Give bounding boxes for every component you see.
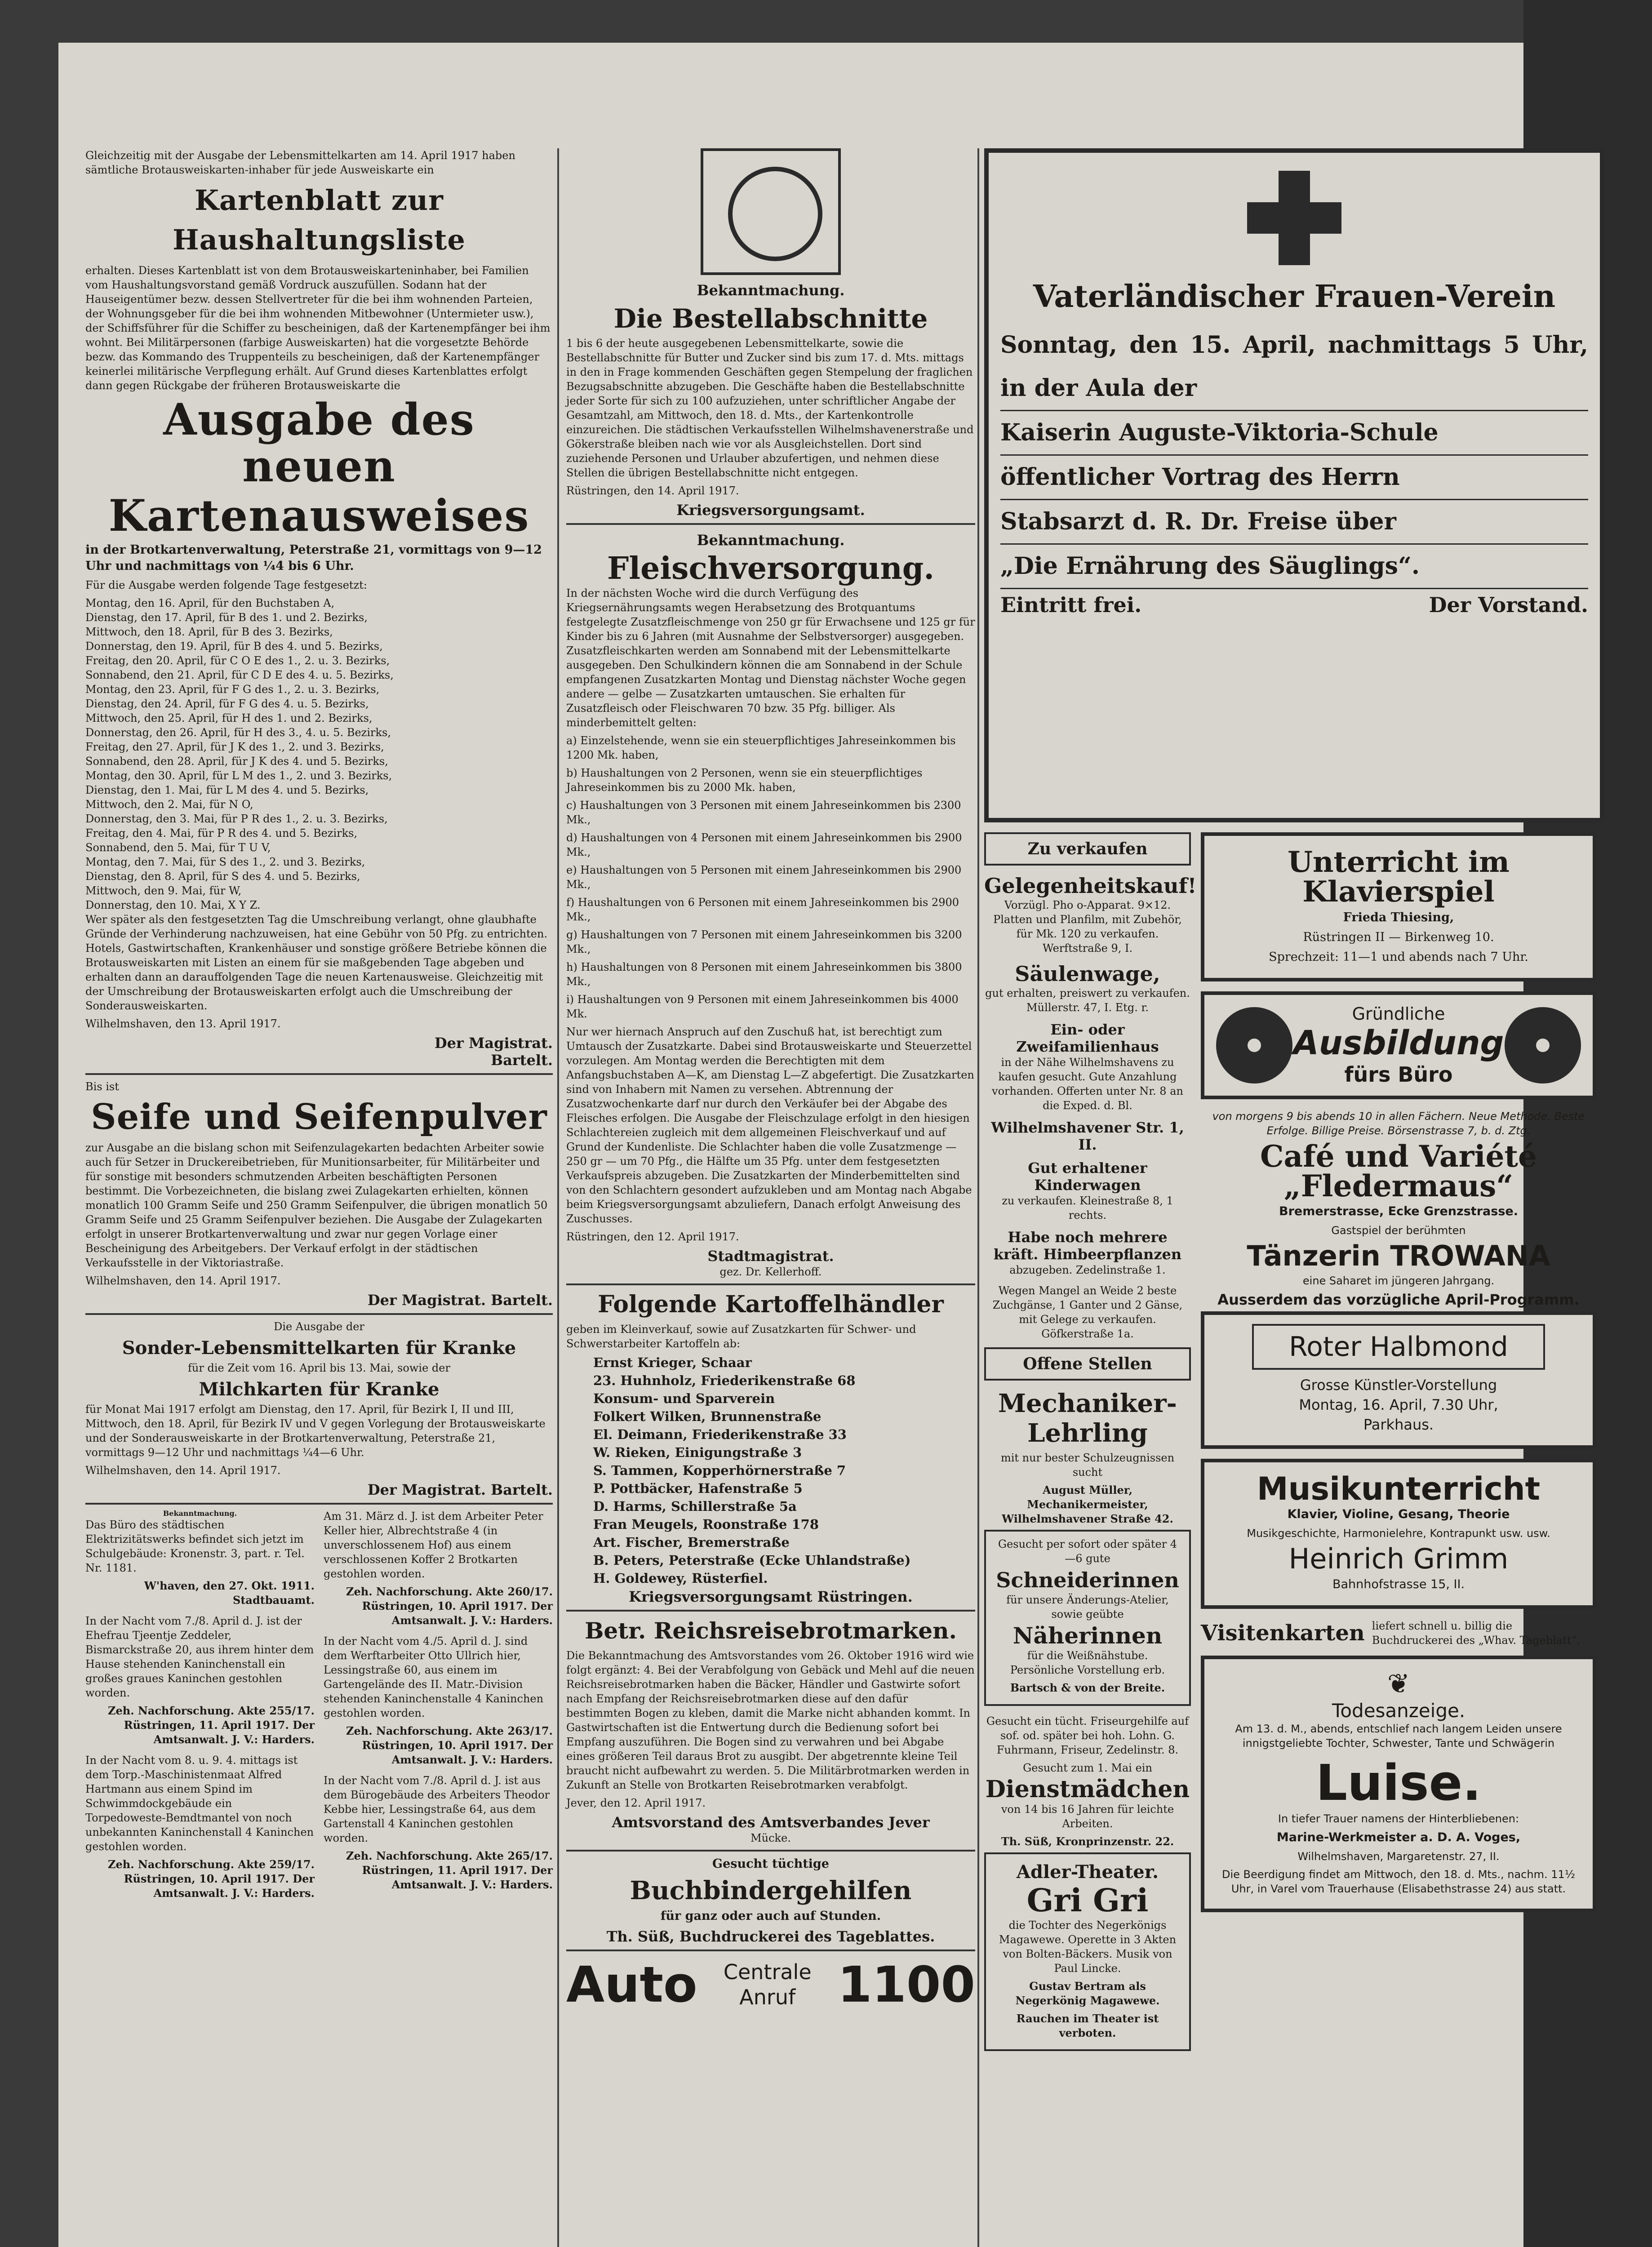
frauen-foot-left: Eintritt frei. bbox=[1000, 593, 1142, 617]
klavier-ad bbox=[1201, 832, 1596, 981]
todesanzeige-ad bbox=[1201, 1656, 1596, 1912]
klavier-addr: Rüstringen II — Birkenweg 10. bbox=[1303, 930, 1494, 944]
small-notice-title: Bekanntmachung. bbox=[163, 1509, 237, 1518]
sale-ad-head: Habe noch mehrere kräft. Himbeerpflanzen bbox=[993, 1229, 1182, 1263]
auto-centrale-label: Centrale bbox=[723, 1960, 812, 1984]
kartoffel-item: H. Goldewey, Rüsterfiel. bbox=[593, 1571, 768, 1586]
adler-body: die Tochter des Negerkönigs Magawewe. Operette in 3 Akten von Bolten-Bäckers. Musik von Paul Lincke. bbox=[999, 1919, 1177, 1975]
sale-ad bbox=[984, 1229, 1191, 1277]
sign-2: Der Magistrat. Bartelt. bbox=[367, 1292, 553, 1309]
buch-pre: Gesucht tüchtige bbox=[712, 1857, 829, 1871]
sale-ad bbox=[984, 1283, 1191, 1341]
small-notice-foot: Zeh. Nachforschung. Akte 265/17. Rüstringen, 11. April 1917. Der Amtsanwalt. J. V.: Harders. bbox=[346, 1849, 553, 1891]
small-notice-foot: W'haven, den 27. Okt. 1911. Stadtbauamt. bbox=[144, 1579, 315, 1607]
bek2-label: Bekanntmachung. bbox=[697, 532, 845, 549]
schedule-item: Sonnabend, den 28. April, für J K des 4. und 5. Bezirks, bbox=[85, 755, 388, 768]
schedule-item: Donnerstag, den 26. April, für H des 3., 4. u. 5. Bezirks, bbox=[85, 726, 391, 739]
heading-milch: Milchkarten für Kranke bbox=[199, 1379, 440, 1400]
klavier-name: Frieda Thiesing, bbox=[1343, 910, 1454, 924]
fleisch-body: In der nächsten Woche wird die durch Verfügung des Kriegsernährungsamts wegen Herabsetzung des Brotquantums festgelegte Zusatzfleischmenge von 250 gr für Erwachsene und 125 gr für Kinder bis zu 6 Jahren (mit Ausnahme der Selbstversorger) ausgegeben. Zusatzfleischkarten werden am Sonnabend mit der Lebensmittelkarte ausgegeben. Den Schulkindern können die am Sonnabend in der Schule empfangenen Zusatzkarten Montag und Dienstag nächster Woche gegen andere — gelbe — Zusatzkarten umtauschen. Sie erhalten für Zusatzfleisch oder Fleischwaren 70 bzw. 35 Pfg. billiger. Als minderbemittelt gelten: bbox=[566, 587, 975, 729]
kartoffel-item: D. Harms, Schillerstraße 5a bbox=[593, 1499, 797, 1514]
small-ads-column bbox=[984, 832, 1197, 2059]
sonder-mid: für die Zeit vom 16. April bis 13. Mai, sowie der bbox=[188, 1362, 450, 1374]
fleisch-item: a) Einzelstehende, wenn sie ein steuerpflichtiges Jahreseinkommen bis 1200 Mk. haben, bbox=[566, 734, 956, 761]
buero-text bbox=[1292, 1004, 1505, 1087]
naeher-sign: Bartsch & von der Breite. bbox=[1010, 1681, 1165, 1694]
small-notice-foot: Zeh. Nachforschung. Akte 259/17. Rüstringen, 10. April 1917. Der Amtsanwalt. J. V.: Harders. bbox=[107, 1858, 315, 1900]
halbmond-l1: Grosse Künstler-Vorstellung bbox=[1300, 1377, 1497, 1394]
small-notices bbox=[85, 1509, 553, 1907]
schedule-item: Sonnabend, den 21. April, für C D E des 4. u. 5. Bezirks, bbox=[85, 669, 394, 681]
adler-tail: Gustav Bertram als Negerkönig Magawewe. bbox=[1015, 1980, 1160, 2007]
fleisch-sign2: gez. Dr. Kellerhoff. bbox=[719, 1266, 822, 1278]
heading-buch: Buchbindergehilfen bbox=[630, 1876, 912, 1905]
heading-sonder: Sonder-Lebensmittelkarten für Kranke bbox=[122, 1337, 516, 1359]
divider bbox=[566, 1610, 975, 1612]
heading-schneider: Schneiderinnen bbox=[996, 1568, 1179, 1592]
auto-ad bbox=[566, 1956, 975, 2013]
small-notice-body: In der Nacht vom 4./5. April d. J. sind dem Werftarbeiter Otto Ullrich hier, Lessingstraße 60, aus einem im Gartengelände des II. Matr.-Division stehenden Kaninchenstalle 4 Kaninchen gestohlen worden. bbox=[324, 1635, 544, 1719]
fleisch-item: d) Haushaltungen von 4 Personen mit einem Jahreseinkommen bis 2900 Mk., bbox=[566, 831, 962, 858]
divider bbox=[566, 1283, 975, 1285]
sale-ad-head: Ein- oder Zweifamilienhaus bbox=[1016, 1021, 1159, 1055]
sign-magistrat: Der Magistrat. bbox=[434, 1035, 553, 1052]
small-notice bbox=[324, 1509, 553, 1628]
adler-title: Adler-Theater. bbox=[1016, 1861, 1159, 1883]
sale-ad-head: Säulenwage, bbox=[1015, 962, 1160, 986]
tod-sign: Marine-Werkmeister a. D. A. Voges, bbox=[1276, 1830, 1521, 1844]
klavier-title: Unterricht im Klavierspiel bbox=[1288, 845, 1510, 909]
buch-mid: für ganz oder auch auf Stunden. bbox=[660, 1909, 881, 1923]
frauen-foot-right: Der Vorstand. bbox=[1429, 593, 1588, 617]
sale-ad-head: Gelegenheitskauf! bbox=[984, 874, 1197, 898]
sign-3: Der Magistrat. Bartelt. bbox=[367, 1481, 553, 1498]
frauen-title: Vaterländischer Frauen-Verein bbox=[1033, 279, 1556, 315]
adler-foot: Rauchen im Theater ist verboten. bbox=[1016, 2012, 1159, 2039]
schneider-ad bbox=[984, 1530, 1191, 1706]
heading-kartenblatt: Kartenblatt zur Haushaltungsliste bbox=[173, 184, 466, 256]
buero-ad bbox=[1201, 991, 1596, 1099]
kartoffel-item: Fran Meugels, Roonstraße 178 bbox=[593, 1517, 819, 1532]
cafe-addr: Bremerstrasse, Ecke Grenzstrasse. bbox=[1279, 1204, 1518, 1218]
dienst-pre: Gesucht zum 1. Mai ein bbox=[1023, 1762, 1152, 1774]
small-notices-left bbox=[85, 1509, 315, 1907]
reise-sign2: Mücke. bbox=[751, 1832, 791, 1844]
buero-foot: von morgens 9 bis abends 10 in allen Fächern. Neue Methode. Beste Erfolge. Billige Preise. Börsenstrasse 7, b. d. Ztg. bbox=[1212, 1110, 1585, 1137]
fleisch-tail: Nur wer hiernach Anspruch auf den Zuschuß hat, ist berechtigt zum Umtausch der Zusatzkarte. Dabei sind Brotausweiskarte und Steuerzettel vorzulegen. Am Montag werden die Berechtigten mit dem Anfangsbuchstaben A—K, am Dienstag L—Z abgefertigt. Die Zusatzkarten sind von Inhabern mit Namen zu versehen. Abtrennung der Zusatzwochenkarte darf nur durch den Verkäufer bei der Abgabe des Fleisches erfolgen. Die Ausgabe der Fleischzulage erfolgt in den hiesigen Schlachtereien zugleich mit dem allgemeinen Fleischverkauf und auf Grund der Kundenliste. Die Schlachter haben die volle Zusatzmenge — 250 gr — um 70 Pfg., die Hälfte um 35 Pfg. unter dem festgesetzten Verkaufspreis abzugeben. Die Zusatzkarten der Minderbemittelten sind von den Schlachtern gesondert aufzukleben und am Montag nach Abgabe beim Kriegsversorgungsamt abzuliefern, Danach erfolgt Anweisung des Zuschusses. bbox=[566, 1026, 974, 1225]
visit-body: liefert schnell u. billig die Buchdruckerei des „Whav. Tageblatt“. bbox=[1372, 1620, 1581, 1647]
schneider-pre: Gesucht per sofort oder später 4—6 gute bbox=[998, 1538, 1177, 1565]
fleisch-date: Rüstringen, den 12. April 1917. bbox=[566, 1230, 739, 1243]
ausgabe-lead: in der Brotkartenverwaltung, Peterstraße 21, vormittags von 9—12 Uhr und nachmittags von ¼4 bis 6 Uhr. bbox=[85, 543, 542, 573]
sale-ad bbox=[984, 1119, 1191, 1153]
sale-ad-body: abzugeben. Zedelinstraße 1. bbox=[1009, 1264, 1166, 1276]
feather-icon: ❦ bbox=[1387, 1668, 1410, 1700]
column-rule bbox=[557, 148, 559, 2247]
musik-l1: Klavier, Violine, Gesang, Theorie bbox=[1287, 1507, 1510, 1521]
heading-bestell: Die Bestellabschnitte bbox=[613, 303, 928, 334]
small-notice bbox=[324, 1773, 553, 1892]
intro-text: Gleichzeitig mit der Ausgabe der Lebensmittelkarten am 14. April 1917 haben sämtliche Brotausweiskarten-inhaber für jede Ausweiskarte ein bbox=[85, 149, 515, 176]
kartoffel-list bbox=[566, 1354, 975, 1586]
heading-dienst: Dienstmädchen bbox=[985, 1776, 1190, 1803]
heading-kartenausweis: Kartenausweises bbox=[108, 490, 530, 541]
tod-title: Todesanzeige. bbox=[1332, 1700, 1465, 1722]
kartenblatt-body: erhalten. Dieses Kartenblatt ist von dem Brotausweiskarteninhaber, bei Familien vom Haushaltungsvorstand gemäß Vordruck auszufüllen. Sodann hat der Hauseigentümer bezw. dessen Stellvertreter für die bei ihm wohnenden Parteien, der Wohnungsgeber für die bei ihm wohnenden Mitbewohner (Untermieter usw.), der Schiffsführer für die Schiffer zu bescheinigen, daß der Kartenempfänger bei ihm wohnt. Bei Militärpersonen (farbige Ausweiskarten) hat die vorgesetzte Behörde bezw. das Kommando des Truppenteils zu bescheinigen, daß der Kartenempfänger keinerlei militärische Verpflegung erhält. Auf Grund dieses Kartenblattes erfolgt dann gegen Rückgabe der früheren Brotausweiskarte die bbox=[85, 264, 551, 392]
ausgabe-tail: Wer später als den festgesetzten Tag die Umschreibung verlangt, ohne glaubhafte Gründe der Verhinderung nachzuweisen, hat eine Gebühr von 50 Pfg. zu entrichten. Hotels, Gastwirtschaften, Krankenhäuser und sonstige größere Betriebe können die Brotausweiskarten mit Listen an einem für sie maßgebenden Tage abgeben und erhalten dann an darauffolgenden Tage die neuen Kartenausweise. Gleichzeitig mit der Umschreibung der Brotausweiskarten erfolgt auch die Umschreibung der Sonderausweiskarten. bbox=[85, 913, 548, 1012]
musik-addr: Bahnhofstrasse 15, II. bbox=[1332, 1577, 1465, 1591]
kartoffel-item: El. Deimann, Friederikenstraße 33 bbox=[593, 1427, 847, 1442]
heading-kartoffel: Folgende Kartoffelhändler bbox=[598, 1291, 944, 1318]
offene-header: Offene Stellen bbox=[984, 1347, 1191, 1381]
sale-ad-head: Wilhelmshavener Str. 1, II. bbox=[991, 1119, 1184, 1153]
buero-mid: Ausbildung bbox=[1293, 1024, 1504, 1062]
heading-mechaniker: Mechaniker-Lehrling bbox=[998, 1389, 1177, 1448]
column-2 bbox=[566, 148, 975, 2013]
tod-tail: In tiefer Trauer namens der Hinterbliebenen: bbox=[1278, 1812, 1519, 1825]
sale-ad bbox=[984, 1159, 1191, 1222]
small-notice-foot: Zeh. Nachforschung. Akte 263/17. Rüstringen, 10. April 1917. Der Amtsanwalt. J. V.: Harders. bbox=[346, 1724, 553, 1766]
schedule-item: Dienstag, den 8. April, für S des 4. und 5. Bezirks, bbox=[85, 870, 360, 883]
kartoffel-item: Ernst Krieger, Schaar bbox=[593, 1355, 752, 1370]
visitenkarten-ad bbox=[1201, 1619, 1596, 1648]
schedule-item: Dienstag, den 17. April, für B des 1. und 2. Bezirks, bbox=[85, 611, 368, 624]
schedule-item: Donnerstag, den 3. Mai, für P R des 1., 2. u. 3. Bezirks, bbox=[85, 813, 388, 825]
sale-ad bbox=[984, 1021, 1191, 1113]
auto-anruf-label: Anruf bbox=[739, 1985, 796, 2009]
schedule-item: Freitag, den 20. April, für C O E des 1., 2. u. 3. Bezirks, bbox=[85, 654, 390, 667]
divider bbox=[85, 1073, 553, 1075]
date-1: Wilhelmshaven, den 13. April 1917. bbox=[85, 1017, 281, 1030]
visit-title: Visitenkarten bbox=[1201, 1621, 1365, 1646]
tod-addr: Wilhelmshaven, Margaretenstr. 27, II. bbox=[1297, 1850, 1500, 1863]
schedule-item: Montag, den 30. April, für L M des 1., 2. und 3. Bezirks, bbox=[85, 769, 392, 782]
city-emblem-icon bbox=[701, 148, 841, 275]
date-3: Wilhelmshaven, den 14. April 1917. bbox=[85, 1464, 281, 1477]
sale-ad bbox=[984, 874, 1197, 955]
fleisch-item: g) Haushaltungen von 7 Personen mit einem Jahreseinkommen bis 3200 Mk., bbox=[566, 928, 962, 955]
column-1 bbox=[85, 148, 553, 1907]
grigri-title: Gri Gri bbox=[1026, 1882, 1149, 1919]
klavier-time: Sprechzeit: 11—1 und abends nach 7 Uhr. bbox=[1269, 950, 1528, 964]
small-notices-right bbox=[324, 1509, 553, 1907]
schedule-item: Donnerstag, den 19. April, für B des 4. und 5. Bezirks, bbox=[85, 640, 383, 653]
seife-pre: Bis ist bbox=[85, 1080, 119, 1093]
small-notice bbox=[85, 1614, 315, 1747]
kartoffel-lead: geben im Kleinverkauf, sowie auf Zusatzkarten für Schwer- und Schwerstarbeiter Kartoffeln ab: bbox=[566, 1323, 916, 1350]
sale-ad-body: gut erhalten, preiswert zu verkaufen. Müllerstr. 47, I. Etg. r. bbox=[985, 987, 1190, 1014]
cafe-name: Tänzerin TROWANA bbox=[1247, 1239, 1550, 1272]
sale-ad-body: Wegen Mangel an Weide 2 beste Zuchgänse, 1 Ganter und 2 Gänse, mit Gelege zu verkaufen. Göfkerstraße 1a. bbox=[992, 1284, 1183, 1340]
sale-ad bbox=[984, 962, 1191, 1015]
kartoffel-sign: Kriegsversorgungsamt Rüstringen. bbox=[629, 1588, 913, 1605]
bestell-body: 1 bis 6 der heute ausgegebenen Lebensmittelkarte, sowie die Bestellabschnitte für Butter und Zucker sind bis zum 17. d. Mts. mittags in den in Frage kommenden Geschäften gegen Stempelung der fraglichen Bezugsabschnitte abzugeben. Die Geschäfte haben die Bestellabschnitte jeder Sorte für sich zu 100 aufzuziehen, unter schriftlicher Angabe der Gesamtzahl, am Mittwoch, den 18. d. Mts., der Kartenkontrolle einzureichen. Die städtischen Verkaufsstellen Wilhelmshavenerstraße und Gökerstraße bleiben nach wie vor als Ausgleichstellen. Dort sind zuziehende Personen und Urlauber abzufertigen, und nehmen diese Stellen die übrigen Bestellabschnitte nicht entgegen. bbox=[566, 337, 974, 479]
kartoffel-item: Folkert Wilken, Brunnenstraße bbox=[593, 1409, 822, 1424]
frauen-line: Stabsarzt d. R. Dr. Freise über bbox=[1000, 500, 1588, 545]
fleisch-item: i) Haushaltungen von 9 Personen mit einem Jahreseinkommen bis 4000 Mk. bbox=[566, 993, 959, 1020]
reise-body: Die Bekanntmachung des Amtsvorstandes vom 26. Oktober 1916 wird wie folgt ergänzt: 4. Bei der Verabfolgung von Gebäck und Mehl auf die neuen Reichsreisebrotmarken haben die Bäcker, Händler und Gastwirte sofort nach Empfang der Reichsreisebrotmarken diese auf den dafür bestimmten Bogen zu kleben, damit die Marke nicht abhanden kommt. In Gastwirtschaften ist die Entwertung durch die Bedienung sofort bei Empfang auszuführen. Die Bogen sind zu verwahren und bei Abgabe eines größeren Teil daraus Brot zu ausgibt. Der abgetrennte kleine Teil braucht nicht aufbewahrt zu werden. 5. Die Militärbrotmarken werden in Zukunft an Stelle von Brotkarten Reisebrotmarken verabfolgt. bbox=[566, 1649, 975, 1791]
buero-top: Gründliche bbox=[1352, 1004, 1445, 1024]
divider bbox=[566, 1949, 975, 1951]
kartoffel-item: W. Rieken, Einigungstraße 3 bbox=[593, 1445, 802, 1460]
schedule-item: Freitag, den 27. April, für J K des 1., 2. und 3. Bezirks, bbox=[85, 741, 384, 753]
auto-centrale bbox=[724, 1959, 812, 2010]
buch-sign: Th. Süß, Buchdruckerei des Tageblattes. bbox=[606, 1928, 935, 1945]
kartoffel-item: Konsum- und Sparverein bbox=[593, 1391, 775, 1406]
dienst-body: von 14 bis 16 Jahren für leichte Arbeiten. bbox=[1001, 1803, 1174, 1830]
divider bbox=[85, 1503, 553, 1505]
ausgabe-sub: Für die Ausgabe werden folgende Tage festgesetzt: bbox=[85, 579, 367, 591]
schedule-item: Mittwoch, den 25. April, für H des 1. und 2. Bezirks, bbox=[85, 712, 373, 724]
heading-naeher: Näherinnen bbox=[1013, 1622, 1163, 1649]
schedule-item: Freitag, den 4. Mai, für P R des 4. und 5. Bezirks, bbox=[85, 827, 358, 839]
fleisch-item: b) Haushaltungen von 2 Personen, wenn sie ein steuerpflichtiges Jahreseinkommen bis zu 2000 Mk. haben, bbox=[566, 767, 923, 794]
column-3 bbox=[984, 148, 1604, 2059]
musik-l2: Musikgeschichte, Harmonielehre, Kontrapunkt usw. usw. bbox=[1247, 1527, 1550, 1540]
red-cross-icon bbox=[1247, 171, 1341, 265]
small-notice-foot: Zeh. Nachforschung. Akte 255/17. Rüstringen, 11. April 1917. Der Amtsanwalt. J. V.: Harders. bbox=[107, 1704, 315, 1746]
fleisch-item: h) Haushaltungen von 8 Personen mit einem Jahreseinkommen bis 3800 Mk., bbox=[566, 961, 962, 988]
sign-bartelt: Bartelt. bbox=[491, 1052, 553, 1069]
sonder-pre: Die Ausgabe der bbox=[274, 1320, 364, 1333]
fleisch-sign: Stadtmagistrat. bbox=[707, 1248, 834, 1265]
kartoffel-item: 23. Huhnholz, Friederikenstraße 68 bbox=[593, 1373, 856, 1388]
reise-sign: Amtsvorstand des Amtsverbandes Jever bbox=[612, 1814, 930, 1831]
small-notice bbox=[324, 1634, 553, 1767]
display-ads-column bbox=[1201, 832, 1596, 2059]
reise-date: Jever, den 12. April 1917. bbox=[566, 1797, 706, 1809]
naeher-body: für die Weißnähstube. Persönliche Vorstellung erb. bbox=[1010, 1649, 1165, 1676]
fleisch-item: e) Haushaltungen von 5 Personen mit einem Jahreseinkommen bis 2900 Mk., bbox=[566, 864, 962, 891]
small-notice-body: Das Büro des städtischen Elektrizitätswerks befindet sich jetzt im Schulgebäude: Kronenstr. 3, part. r. Tel. Nr. 1181. bbox=[85, 1519, 305, 1574]
tod-body: Am 13. d. M., abends, entschlief nach langem Leiden unsere innigstgeliebte Tochter, Schwester, Tante und Schwägerin bbox=[1235, 1723, 1562, 1750]
small-notice bbox=[85, 1509, 315, 1608]
seife-body: zur Ausgabe an die bislang schon mit Seifenzulagekarten bedachten Arbeiter sowie auch für Setzer in Druckereibetrieben, für Munitionsarbeiter, für Militärbeiter und für sonstige mit besonders schmutzenden Arbeiten beschäftigten Personen bestimmt. Die Vorbezeichneten, die bislang zwei Zulagekarten erhielten, können monatlich 100 Gramm Seife und 250 Gramm Seifenpulver, die übrigen monatlich 50 Gramm Seife und 25 Gramm Seifenpulver beziehen. Die Ausgabe der Zulagekarten erfolgt in unserer Brotkartenverwaltung und zwar nur gegen Vorlage einer Bescheinigung des Arbeitgebers. Der Verkauf erfolgt in der städtischen Verkaufsstelle in der Viktoriastraße. bbox=[85, 1141, 548, 1269]
small-notice-body: In der Nacht vom 8. u. 9. 4. mittags ist dem Torp.-Maschinistenmaat Alfred Hartmann aus einem Spind im Schwimmdockgebäude ein Torpedoweste-Bemdtmantel von noch unbekannten Kaninchenstall 4 Kaninchen gestohlen worden. bbox=[85, 1754, 314, 1853]
frauen-line: Sonntag, den 15. April, nachmittags 5 Uhr, in der Aula der bbox=[1000, 324, 1588, 411]
sonder-body: für Monat Mai 1917 erfolgt am Dienstag, den 17. April, für Bezirk I, II und III, Mittwoch, den 18. April, für Bezirk IV und V gegen Vorlegung der Brotausweiskarte und der Sonderausweiskarte in der Brotkartenverwaltung, Peterstraße 21, vormittags 9—12 Uhr und nachmittags ¼4—6 Uhr. bbox=[85, 1403, 546, 1459]
halbmond-l3: Parkhaus. bbox=[1363, 1416, 1434, 1433]
small-notice-body: In der Nacht vom 7./8. April d. J. ist der Ehefrau Tjeentje Zeddeler, Bismarckstraße 20, aus ihrem hinter dem Hause stehenden Kaninchenstall ein großes graues Kaninchen gestohlen worden. bbox=[85, 1615, 314, 1699]
schedule-item: Mittwoch, den 18. April, für B des 3. Bezirks, bbox=[85, 626, 333, 638]
fleisch-list bbox=[566, 733, 975, 1021]
bestell-sign: Kriegsversorgungsamt. bbox=[676, 502, 865, 519]
cafe-sub: eine Saharet im jüngeren Jahrgang. bbox=[1302, 1274, 1495, 1287]
frauen-foot bbox=[1000, 593, 1588, 617]
halbmond-title: Roter Halbmond bbox=[1252, 1324, 1545, 1370]
schedule-item: Sonnabend, den 5. Mai, für T U V, bbox=[85, 841, 271, 854]
heading-reise: Betr. Reichsreisebrotmarken. bbox=[585, 1617, 957, 1644]
heading-ausgabe: Ausgabe des neuen bbox=[163, 394, 475, 492]
schedule-list bbox=[85, 596, 553, 912]
record-disc-icon bbox=[1505, 1007, 1581, 1084]
divider bbox=[566, 523, 975, 525]
musik-name: Heinrich Grimm bbox=[1288, 1542, 1509, 1575]
fleisch-item: c) Haushaltungen von 3 Personen mit einem Jahreseinkommen bis 2300 Mk., bbox=[566, 799, 961, 826]
date-2: Wilhelmshaven, den 14. April 1917. bbox=[85, 1274, 281, 1287]
schedule-item: Montag, den 16. April, für den Buchstaben A, bbox=[85, 597, 335, 609]
schedule-item: Donnerstag, den 10. Mai, X Y Z. bbox=[85, 899, 261, 911]
heading-fleisch: Fleischversorgung. bbox=[607, 551, 935, 586]
sale-ad-body: zu verkaufen. Kleinestraße 8, 1 rechts. bbox=[1002, 1195, 1173, 1221]
auto-number: 1100 bbox=[837, 1956, 975, 2013]
bestell-date: Rüstringen, den 14. April 1917. bbox=[566, 484, 739, 497]
kartoffel-item: P. Pottbäcker, Hafenstraße 5 bbox=[593, 1481, 803, 1496]
kartoffel-item: Art. Fischer, Bremerstraße bbox=[593, 1535, 790, 1550]
adler-theater-ad bbox=[984, 1852, 1191, 2051]
cafe-prog: Ausserdem das vorzügliche April-Programm. bbox=[1217, 1291, 1580, 1308]
record-disc-icon bbox=[1216, 1007, 1292, 1084]
schedule-item: Mittwoch, den 2. Mai, für N O, bbox=[85, 798, 253, 811]
cafe-gast: Gastspiel der berühmten bbox=[1331, 1224, 1466, 1237]
halbmond-ad bbox=[1201, 1311, 1596, 1449]
sale-ad-head: Gut erhaltener Kinderwagen bbox=[1028, 1159, 1147, 1194]
schedule-item: Mittwoch, den 9. Mai, für W, bbox=[85, 884, 242, 897]
dienst-sign: Th. Süß, Kronprinzenstr. 22. bbox=[1001, 1835, 1174, 1848]
friseur-ad: Gesucht ein tücht. Friseurgehilfe auf sof. od. später bei hoh. Lohn. G. Fuhrmann, Friseur, Zedelinstr. 8. bbox=[986, 1715, 1189, 1756]
divider bbox=[566, 1850, 975, 1852]
sale-ad-body: Vorzügl. Pho o-Apparat. 9×12. Platten und Planfilm, mit Zubehör, für Mk. 120 zu verkaufen. Werftstraße 9, I. bbox=[993, 899, 1182, 955]
sale-ad-body: in der Nähe Wilhelmshavens zu kaufen gesucht. Gute Anzahlung vorhanden. Offerten unter Nr. 8 an die Exped. d. Bl. bbox=[992, 1056, 1183, 1112]
schedule-item: Montag, den 7. Mai, für S des 1., 2. und 3. Bezirks, bbox=[85, 856, 365, 868]
lower-ads bbox=[984, 832, 1604, 2059]
schedule-item: Montag, den 23. April, für F G des 1., 2. u. 3. Bezirks, bbox=[85, 683, 380, 696]
tod-foot: Die Beerdigung findet am Mittwoch, den 18. d. Mts., nachm. 11½ Uhr, in Varel vom Trauerhause (Elisabethstrasse 24) aus statt. bbox=[1221, 1868, 1576, 1895]
schedule-item: Dienstag, den 24. April, für F G des 4. u. 5. Bezirks, bbox=[85, 697, 369, 710]
kartoffel-item: B. Peters, Peterstraße (Ecke Uhlandstraße) bbox=[593, 1553, 911, 1568]
verkaufen-header: Zu verkaufen bbox=[984, 832, 1191, 866]
frauen-line: Kaiserin Auguste-Viktoria-Schule bbox=[1000, 411, 1588, 456]
mech-body: mit nur bester Schulzeugnissen sucht bbox=[1000, 1452, 1175, 1479]
schneider-mid: für unsere Änderungs-Atelier, sowie geübte bbox=[1006, 1594, 1169, 1621]
cafe-title: Café und Variété „Fledermaus“ bbox=[1260, 1139, 1537, 1203]
halbmond-l2: Montag, 16. April, 7.30 Uhr, bbox=[1299, 1396, 1498, 1413]
divider bbox=[85, 1313, 553, 1315]
kartoffel-item: S. Tammen, Kopperhörnerstraße 7 bbox=[593, 1463, 846, 1478]
tod-name: Luise. bbox=[1316, 1754, 1481, 1812]
frauen-verein-ad bbox=[984, 148, 1604, 822]
small-notice-body: Am 31. März d. J. ist dem Arbeiter Peter Keller hier, Albrechtstraße 4 (in unverschlossenem Hof) aus einem verschlossenen Koffer 2 Brotkarten gestohlen worden. bbox=[324, 1510, 543, 1580]
small-notice-body: In der Nacht vom 7./8. April d. J. ist aus dem Bürogebäude des Arbeiters Theodor Kebbe hier, Lessingstraße 64, aus dem Gartenstall 4 Kaninchen gestohlen worden. bbox=[324, 1774, 550, 1844]
frauen-line: öffentlicher Vortrag des Herrn bbox=[1000, 456, 1588, 500]
mech-sign: August Müller, Mechanikermeister, Wilhelmshavener Straße 42. bbox=[1002, 1483, 1173, 1525]
sale-ads bbox=[984, 874, 1197, 1341]
heading-seife: Seife und Seifenpulver bbox=[91, 1097, 547, 1137]
auto-word: Auto bbox=[566, 1956, 697, 2013]
small-notice-foot: Zeh. Nachforschung. Akte 260/17. Rüstringen, 10. April 1917. Der Amtsanwalt. J. V.: Harders. bbox=[346, 1585, 553, 1627]
schedule-item: Dienstag, den 1. Mai, für L M des 4. und 5. Bezirks, bbox=[85, 784, 369, 796]
musik-title: Musikunterricht bbox=[1257, 1470, 1541, 1507]
frauen-line: „Die Ernährung des Säuglings“. bbox=[1000, 545, 1588, 589]
musik-ad bbox=[1201, 1459, 1596, 1609]
column-rule bbox=[977, 148, 979, 2247]
bek-label: Bekanntmachung. bbox=[697, 282, 845, 299]
fleisch-item: f) Haushaltungen von 6 Personen mit einem Jahreseinkommen bis 2900 Mk., bbox=[566, 896, 959, 923]
buero-bot: fürs Büro bbox=[1344, 1062, 1453, 1087]
small-notice bbox=[85, 1753, 315, 1901]
frauen-lines bbox=[1000, 324, 1588, 589]
